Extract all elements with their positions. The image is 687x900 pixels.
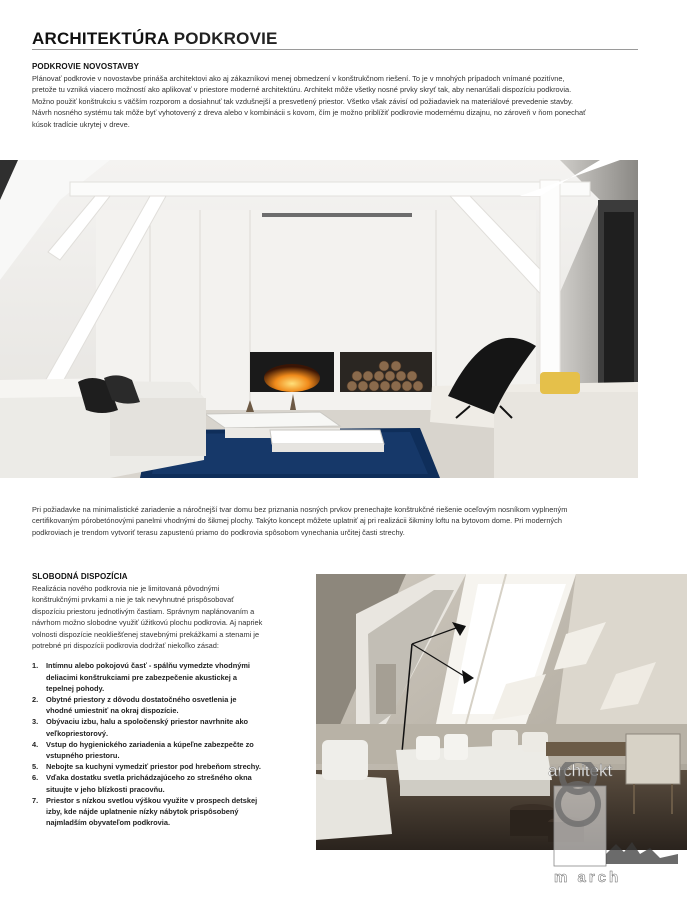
- middle-line: certifikovaným pórobetónovými panelmi vhodnými do šikmej plochy. Takýto koncept môžete uplatniť aj pri realizácii šikminy loftu na bytovom dome. Pri moderných: [32, 516, 562, 526]
- list-item: [32, 761, 302, 772]
- watermark-bottom-text: m arch: [554, 869, 622, 886]
- list-item-number: 3.: [32, 717, 39, 727]
- free-layout-paragraph: [32, 583, 302, 651]
- list-item-line: Priestor s nízkou svetlou výškou využite v prospech detskej: [46, 795, 258, 805]
- list-item-line: veľkopriestorový.: [46, 728, 108, 738]
- free-layout-line: dispozíciu priestoru jednotlivým častiam. Správnym naplánovaním a: [32, 606, 255, 616]
- list-item-text: [46, 761, 302, 772]
- intro-line: Návrh nosného systému tak môže byť vyhotovený z dreva alebo v kombinácii s kovom, čím je možno priblížiť podkrovie modernému dizajnu, no zároveň v ňom ponechať: [32, 108, 586, 118]
- list-item: [32, 694, 302, 716]
- list-item-text: [46, 716, 302, 738]
- page-title-sub: PODKROVIE: [173, 29, 278, 48]
- list-item-line: tepelnej pohody.: [46, 683, 105, 693]
- list-item-line: Vďaka dostatku svetla prichádzajúceho zo strešného okna: [46, 773, 252, 783]
- list-item-number: 7.: [32, 795, 39, 805]
- living-room-illustration: [0, 160, 638, 478]
- list-item: [32, 772, 302, 794]
- intro-section: [32, 62, 642, 130]
- page-title: [32, 28, 638, 50]
- living-room-photo: [0, 160, 638, 478]
- free-layout-line: potrebné pri dispozícii podkrovia dodržať niekoľko zásad:: [32, 641, 219, 651]
- list-item-line: deliacimi konštrukciami pre zabezpečenie akustickej a: [46, 672, 238, 682]
- watermark-top-text: architekt: [548, 762, 613, 780]
- intro-paragraph: [32, 73, 642, 130]
- list-item-text: [46, 795, 302, 829]
- middle-line: podkroviach je trendom vytvoriť terasu zapustenú priamo do podkrovia spôsobom vynechania určitej časti strechy.: [32, 527, 405, 537]
- architekt-watermark-logo: [548, 762, 687, 888]
- rules-list: [32, 660, 302, 828]
- list-item-number: 1.: [32, 661, 39, 671]
- list-item: [32, 716, 302, 738]
- intro-line: Možno použiť konštrukciu s väčším rozporom a dosiahnuť tak vzdušnejší a presvetlený priestor. Všetko však závisí od požiadaviek na materiálové prevedenie stavby.: [32, 96, 574, 106]
- list-item-line: Intímnu alebo pokojovú časť - spálňu vymedzte vhodnými: [46, 661, 250, 671]
- list-item-line: Obytné priestory z dôvodu dostatočného osvetlenia je: [46, 695, 237, 705]
- free-layout-section: [32, 572, 302, 828]
- list-item-line: izby, kde nájde uplatnenie nízky nábytok prispôsobený: [46, 807, 239, 817]
- watermark-graphic: [548, 762, 687, 888]
- free-layout-line: konštrukčnými prvkami a nie je tak nevyhnutné prispôsobovať: [32, 595, 235, 605]
- free-layout-line: volnosti dispozície neokliešťenej stavebnými prekážkami a stenami je: [32, 629, 260, 639]
- page-title-main: ARCHITEKTÚRA: [32, 29, 169, 48]
- free-layout-line: Realizácia nového podkrovia nie je limitovaná pôvodnými: [32, 584, 220, 593]
- list-item: [32, 660, 302, 694]
- page-header: [32, 28, 638, 52]
- list-item-line: Obývaciu izbu, halu a spoločenský priestor navrhnite ako: [46, 717, 249, 727]
- middle-paragraph: [32, 504, 644, 538]
- intro-heading: PODKROVIE NOVOSTAVBY: [32, 62, 140, 71]
- list-item-text: [46, 739, 302, 761]
- intro-line: kúsok tradície ukrytej v dreve.: [32, 119, 130, 129]
- list-item-text: [46, 772, 302, 794]
- list-item-line: Vstup do hygienického zariadenia a kúpeľne zabezpečte zo: [46, 739, 254, 749]
- list-item: [32, 795, 302, 829]
- intro-line: pretože tu vzniká viacero možností ako aplikovať v priestore moderné architektúru. Architekt môže všetky nosné prvky skryť tak, aby nenarúšali dispozíciu podkrovia.: [32, 85, 572, 95]
- list-item-line: situujte v jeho blízkosti pracovňu.: [46, 784, 165, 794]
- list-item-line: najmladším obyvateľom podkrovia.: [46, 818, 171, 828]
- middle-line: Pri požiadavke na minimalistické zariadenie a náročnejší tvar domu bez priznania nosných prvkov prenechajte konštrukčné riešenie oceľovým nosníkom vyplneným: [32, 505, 568, 514]
- list-item-number: 5.: [32, 762, 39, 772]
- list-item-number: 4.: [32, 739, 39, 749]
- list-item-text: [46, 694, 302, 716]
- list-item: [32, 739, 302, 761]
- list-item-line: Nebojte sa kuchyni vymedziť priestor pod hrebeňom strechy.: [46, 762, 261, 772]
- header-divider: [32, 49, 638, 50]
- list-item-text: [46, 660, 302, 694]
- free-layout-line: návrhom možno slobodne využiť úžitkovú plochu podkrovia. Aj napriek: [32, 618, 263, 628]
- list-item-number: 6.: [32, 773, 39, 783]
- free-layout-heading: SLOBODNÁ DISPOZÍCIA: [32, 572, 128, 581]
- intro-line: Plánovať podkrovie v novostavbe prináša architektovi ako aj zákazníkovi menej obmedzení v konštrukčnom riešení. To je v mnohých prípadoch vnímané pozitívne,: [32, 74, 565, 83]
- list-item-line: vstupného priestoru.: [46, 751, 120, 761]
- list-item-number: 2.: [32, 695, 39, 705]
- list-item-line: vhodné umiestniť na okraj dispozície.: [46, 706, 179, 716]
